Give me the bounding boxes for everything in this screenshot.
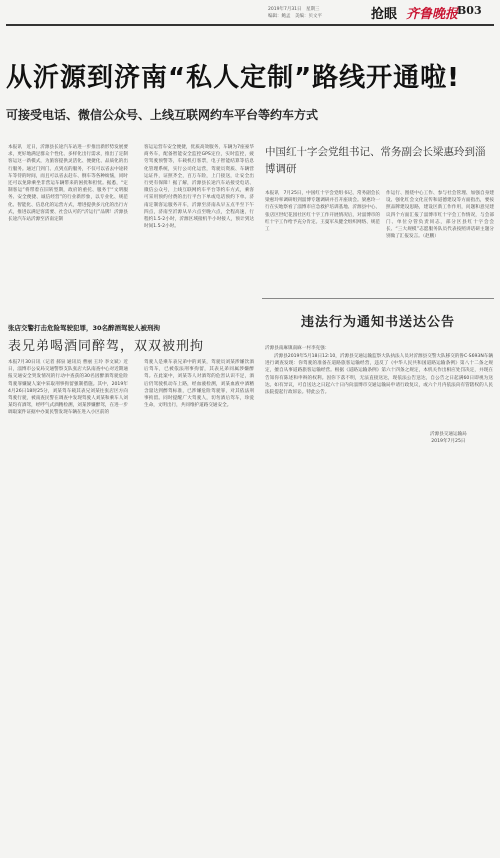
notice-date: 2019年7月25日: [431, 439, 466, 445]
police-body-col-1: 本报7月30日讯（记者 郝泉 通讯员 曹丽 王玲 李文斌）近日，淄博市公安局交通警察支队张店大队南查中心对近期通报交通安全突发情况的行动中查获的30名因醉酒驾驶危险驾驶罪嫌疑人案中采取刑事拘留强制措施。其中，2019年4月26日18时25分，刘某驾车载其表兄刘某往张店区方向驾驶行驶，被南查民警在调查中发现驾驶人刘某和乘车人刘某均有酒驾，经呼气式酒精检测，刘某涉嫌醉驾，在进一步调取案件证据中办案民警发现车辆在进入小区前的: [8, 360, 128, 416]
police-headline: 表兄弟喝酒同醉驾，双双被刑拘: [8, 339, 205, 354]
lead-body-col-1: 本报讯 近日，沂源县长途汽车站进一步推出新形势发展要求，更好地满足群众个性化、多样化出行需求，推出了定制客运这一新模式，为旅客提供灵活化、便捷化、品质化的出行服务。通过门到门、点到点的服务，不仅可以省去中途转车等待的时间，而且可以省去赶车、倒车等各种烦恼，同时还可以免除乘坐非营运车辆带来的困扰和担忧。据悉，“定制客运”将带着在旧转型期，政府的重托、服务于“文明服务、安全便捷、诚信经营”的行业新形象，以专业化、规范化、智能化、信息化的运营方式，增进提供多元化的出行方式，推进以满足客需要、社会认可的“沂运行”品牌！沂源县长途汽车站沂源至济南定制: [8, 145, 128, 223]
notice-title: 违法行为通知书送达公告: [300, 315, 455, 330]
notice-divider: [262, 298, 494, 299]
right-body-col-1: 本报讯 7月25日，中国红十字会党组书记、常务副会长梁惠玲率调研组到淄博专题调研并召开座谈会。梁惠玲一行在实地察看了淄博市应急救护培训基地、沂源县中心、张店区世纪花园社区红十字工作开展情况后，对淄博市的红十字工作给予充分肯定。王曼军从健全组织网络、规范工: [265, 191, 380, 233]
issue-date: 2019年7月31日 星期三: [268, 7, 320, 12]
notice-addressee: 沂源县南麻镇南麻一村李克强：: [265, 346, 330, 351]
right-headline: 中国红十字会党组书记、常务副会长梁惠玲到淄博调研: [265, 146, 486, 175]
police-kicker: 张店交警打击危险驾驶犯罪，30名醉酒驾驶人被刑拘: [8, 324, 161, 332]
notice-signer: 沂源县交通运输局: [430, 432, 467, 437]
lead-subheadline: 可接受电话、微信公众号、上线互联网约车平台等约车方式: [6, 108, 319, 122]
editor-credits: 编辑：鲍孟 美编：贝文平: [268, 14, 322, 19]
page-number: B03: [457, 4, 482, 17]
right-body-col-2: 作运行、围绕中心工作、参与社会管理、加强自身建设、强化红会文化宣传和道德建设等方面指出，要按照品牌建设思路，建设区新工作作用，问题和意见建议四个方面汇报了淄博市红十字会工作情况，与会部门、单位分管负责同志，部分区县红十字会会长、“三大规模”志愿服务队员代表按照讲话研主题分别做了汇报发言。（赵鹏）: [386, 191, 494, 240]
newspaper-logo: 齐鲁晚报: [406, 7, 459, 22]
notice-signature: [430, 431, 467, 445]
page-header: [0, 0, 500, 24]
lead-body-col-2: 客运运营车安全便捷，优质高效服务，车辆为7座豪华商务车，配备智能安全监控GPS定位，实时监控，疲劳驾驶预警等，车载机打客票，电子智能结算等信息化管理系统，实行公司化运营，驾驶员资质、车辆营运证件，证照齐全，百万车险，上门接送，让安全出行更有保障！据了解，沂源县长途汽车站接受电话、微信公众号，上线互联网约车平台等约车方式，乘客可采用预约付费的出行平台下单或电话预约下单。济南定制客运服务开车，沂源至济南从早五点半至下午四点，济南至沂源从早六点至晚六点，全程高速，行程约1.5-2小时，沂源区域接机半小时接人，预计到达时间1.5-2小时。: [144, 145, 254, 230]
notice-body: 沂源县2019年5月18日12:10，沂源县交通运输监察大队执法人员对沂源县交警大队移交的鲁C·S693N车辆进行调查发现：你驾驶的准备在道路旅客运输经营，违反了《中华人民共和国道路运输条例》第八十二条之规定，擅自从事道路旅客运输经营。根据《道路运输条例》第六十四条之规定，本机关作出相应处罚决定，并现在告知你有陈述和申辩的权利。因你下落不明，无法直接送达，现依法公告送达，自公告之日起满60日即视为送达。如有异议，可自送达之日起六十日内向淄博市交通运输局申请行政复议，或六个月内依法向有管辖权的人民法院提起行政诉讼。特此公告。: [265, 354, 493, 396]
header-rule: [6, 24, 494, 26]
police-body-col-2: 驾驶人是乘车表兄弟中的刘某，驾驶员刘某涉嫌饮酒后驾车，已被依法刑事拘留，其表兄弟同属涉嫌醉驾。在此案中，刘某等人对酒驾的危害认识不足，酒后仍驾驶机动车上路，经血液检测，刘某血液中酒精含量达到醉驾标准，已涉嫌危险驾驶罪，对其依法刑事拘留。同时提醒广大驾驶人，切勿酒后驾车，珍爱生命，文明出行，共同维护道路交通安全。: [144, 360, 254, 409]
lead-headline: 从沂源到济南“私人定制”路线开通啦!: [6, 63, 461, 93]
section-name: 抢眼: [371, 7, 398, 22]
